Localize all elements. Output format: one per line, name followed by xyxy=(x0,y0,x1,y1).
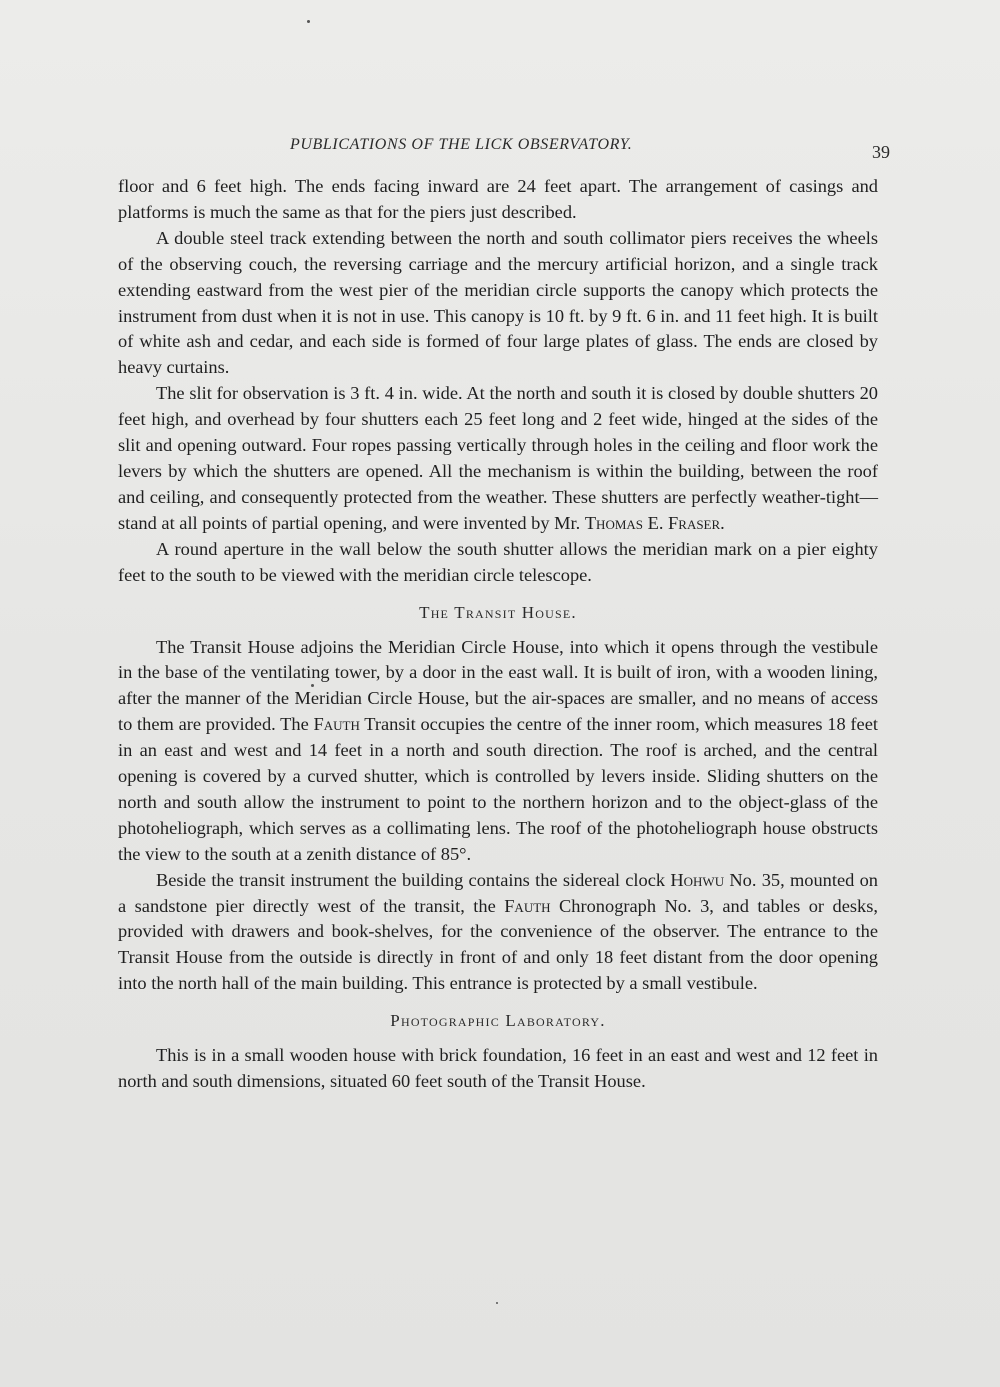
paragraph-6-text-a: Beside the transit instrument the building contains the sidereal clock xyxy=(156,869,666,890)
fauth-name: Fauth xyxy=(313,714,360,735)
paragraph-4: A round aperture in the wall below the south shutter allows the meridian mark on a pier eighty feet to the south to be viewed with the meridian circle telescope. xyxy=(118,538,878,585)
paragraph-5 xyxy=(118,635,878,868)
paragraph-5-text-a: The Transit House adjoins the Meridian Circle House, into which it opens through the vestibule in the base of the ventilating tower, by a door in the east wall. It is built of iron, with a wooden lining, after the manner of the Meridian Circle House, but the air-spaces are smaller, and no means of access to them are provided. The xyxy=(118,636,878,735)
paragraph-6-text-b: No. 35, mounted on a sandstone pier directly west of the transit, the xyxy=(118,869,878,916)
paragraph-3-end: . xyxy=(720,512,725,533)
paragraph-3 xyxy=(118,381,878,536)
hohwu-name: Hohwu xyxy=(670,869,725,890)
paragraph-5-text-b: Transit occupies the centre of the inner room, which measures 18 feet in an east and west and 14 feet in a north and south direction. The roof is arched, and the central opening is covered by a curved shutter, which is controlled by levers inside. Sliding shutters on the north and south allow the instrument to point to the northern horizon and to the object-glass of the photoheliograph, which serves as a collimating lens. The roof of the photoheliograph house obstructs the view to the south at a zenith distance of 85°. xyxy=(118,714,878,864)
paragraph-2: A double steel track extending between the north and south collimator piers receives the wheels of the observing couch, the reversing carriage and the mercury artificial horizon, and a single track extending eastward from the west pier of the meridian circle supports the canopy which protects the instrument from dust when it is not in use. This canopy is 10 ft. by 9 ft. 6 in. and 11 feet high. It is built of white ash and cedar, and each side is formed of four large plates of glass. The ends are closed by heavy curtains. xyxy=(118,227,878,378)
paragraph-6-text-c: Chronograph No. 3, and tables or desks, provided with drawers and book-shelves, for the convenience of the observer. The entrance to the Transit House from the outside is directly in front of and only 18 feet distant from the door opening into the north hall of the main building. This entrance is protected by a small vestibule. xyxy=(118,895,878,994)
fauth-chronograph-name: Fauth xyxy=(504,895,551,916)
paragraph-6 xyxy=(118,868,878,998)
paragraph-7: This is in a small wooden house with brick foundation, 16 feet in an east and west and 12 feet in north and south dimensions, situated 60 feet south of the Transit House. xyxy=(118,1045,878,1092)
running-title: PUBLICATIONS OF THE LICK OBSERVATORY. xyxy=(290,136,633,153)
paper-speck xyxy=(311,684,314,687)
paragraph-3-text: The slit for observation is 3 ft. 4 in. wide. At the north and south it is closed by double shutters 20 feet high, and overhead by four shutters each 25 feet long and 2 feet wide, hinged at the sides of the slit and opening outward. Four ropes passing vertically through holes in the ceiling and floor work the levers by which the shutters are opened. All the mechanism is within the building, between the roof and ceiling, and consequently protected from the weather. These shutters are perfectly weather-tight—stand at all points of partial opening, and were invented by Mr. xyxy=(118,383,878,533)
paragraph-1: floor and 6 feet high. The ends facing inward are 24 feet apart. The arrangement of casings and platforms is much the same as that for the piers just described. xyxy=(118,176,878,222)
inventor-name: Thomas E. Fraser xyxy=(584,512,721,533)
heading-transit-house: The Transit House. xyxy=(419,602,577,622)
paper-speck xyxy=(307,20,310,23)
page-number: 39 xyxy=(872,142,890,162)
body-text xyxy=(118,174,878,1095)
page-header xyxy=(110,136,890,162)
paper-speck xyxy=(496,1302,498,1304)
heading-photographic-laboratory: Photographic Laboratory. xyxy=(390,1011,606,1031)
